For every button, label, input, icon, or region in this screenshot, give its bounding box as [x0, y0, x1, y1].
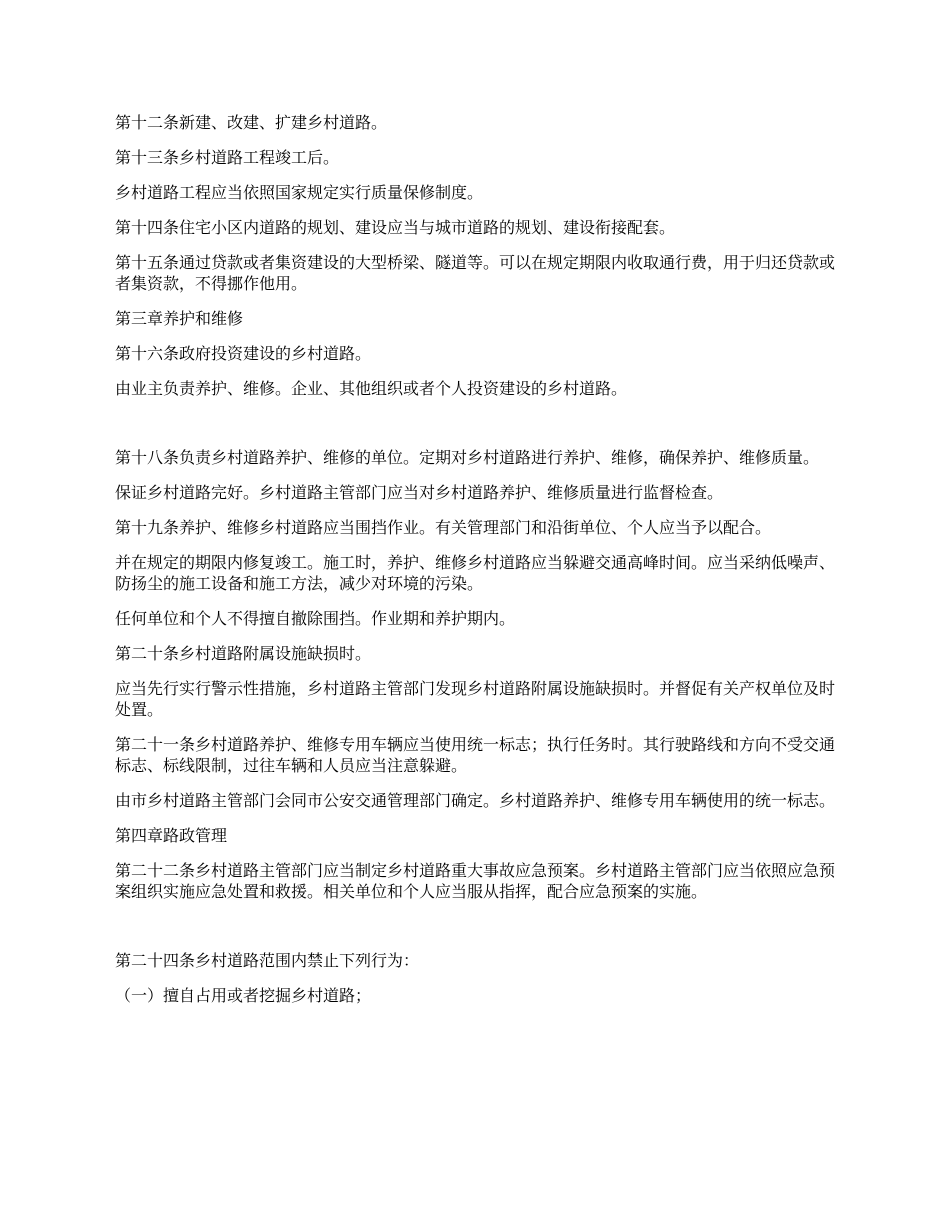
paragraph-item-1: （一）擅自占用或者挖掘乡村道路； [115, 986, 372, 1005]
paragraph-article-14: 第十四条住宅小区内道路的规划、建设应当与城市道路的规划、建设衔接配套。 [115, 218, 676, 237]
paragraph-article-21: 第二十一条乡村道路养护、维修专用车辆应当使用统一标志；执行任务时。其行驶路线和方向不受交通标志、标线限制，过往车辆和人员应当注意躲避。 [115, 735, 836, 775]
paragraph-article-13: 第十三条乡村道路工程竣工后。 [115, 148, 340, 167]
paragraph-article-19: 第十九条养护、维修乡村道路应当围挡作业。有关管理部门和沿街单位、个人应当予以配合。 [115, 518, 772, 537]
paragraph-no-removal: 任何单位和个人不得擅自撤除围挡。作业期和养护期内。 [115, 609, 516, 628]
paragraph-article-18: 第十八条负责乡村道路养护、维修的单位。定期对乡村道路进行养护、维修，确保养护、维修质量。 [115, 448, 820, 467]
paragraph-article-15: 第十五条通过贷款或者集资建设的大型桥梁、隧道等。可以在规定期限内收取通行费，用于归还贷款或者集资款，不得挪作他用。 [115, 253, 836, 293]
blank-gap [115, 916, 839, 950]
paragraph-warning-measures: 应当先行实行警示性措施，乡村道路主管部门发现乡村道路附属设施缺损时。并督促有关产权单位及时处置。 [115, 679, 836, 719]
paragraph-quality-warranty: 乡村道路工程应当依照国家规定实行质量保修制度。 [115, 183, 484, 202]
paragraph-construction-time: 并在规定的期限内修复竣工。施工时，养护、维修乡村道路应当躲避交通高峰时间。应当采纳低噪声、防扬尘的施工设备和施工方法，减少对环境的污染。 [115, 553, 836, 593]
paragraph-supervision: 保证乡村道路完好。乡村道路主管部门应当对乡村道路养护、维修质量进行监督检查。 [115, 483, 724, 502]
chapter-heading-3: 第三章养护和维修 [115, 309, 244, 328]
paragraph-article-12: 第十二条新建、改建、扩建乡村道路。 [115, 113, 388, 132]
paragraph-article-20: 第二十条乡村道路附属设施缺损时。 [115, 644, 372, 663]
paragraph-article-22: 第二十二条乡村道路主管部门应当制定乡村道路重大事故应急预案。乡村道路主管部门应当依照应急预案组织实施应急处置和救援。相关单位和个人应当服从指挥，配合应急预案的实施。 [115, 861, 836, 901]
paragraph-unified-sign: 由市乡村道路主管部门会同市公安交通管理部门确定。乡村道路养护、维修专用车辆使用的统一标志。 [115, 791, 836, 810]
blank-gap [115, 413, 839, 447]
chapter-heading-4: 第四章路政管理 [115, 826, 228, 845]
paragraph-owner-maintenance: 由业主负责养护、维修。企业、其他组织或者个人投资建设的乡村道路。 [115, 379, 628, 398]
document-body [115, 112, 839, 1020]
paragraph-article-24: 第二十四条乡村道路范围内禁止下列行为： [115, 951, 420, 970]
paragraph-article-16: 第十六条政府投资建设的乡村道路。 [115, 344, 372, 363]
